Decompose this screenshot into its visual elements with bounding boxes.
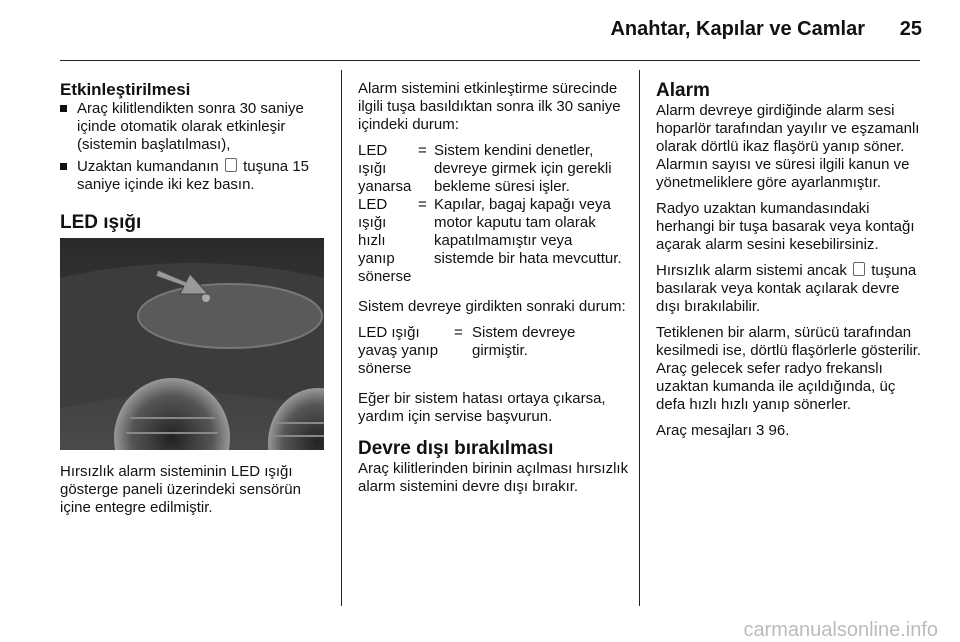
equals-sign: = [418, 142, 427, 159]
led-description: Kapılar, bagaj kapağı veya motor kaputu tam olarak kapatılmamıştır veya sistemde bir hata mevcuttur. [434, 196, 622, 267]
heading-alarm: Alarm [656, 80, 710, 101]
table-row [358, 324, 630, 378]
led-state: LED ışığı hızlı yanıp sönerse [358, 196, 412, 285]
page-header-title: Anahtar, Kapılar ve Camlar [610, 18, 865, 40]
photo-caption: Hırsızlık alarm sisteminin LED ışığı gösterge paneli üzerindeki sensörün içine entegre edilmiştir. [60, 463, 301, 516]
page-number: 25 [899, 18, 922, 40]
column-1 [60, 80, 332, 234]
dashboard-led-photo [60, 238, 324, 450]
after-activation-text: Sistem devreye girdikten sonraki durum: [358, 298, 626, 315]
equals-sign: = [454, 324, 463, 341]
heading-activation: Etkinleştirilmesi [60, 80, 191, 99]
page-ref-icon: 3 [756, 422, 765, 439]
bullet-square-icon [60, 105, 67, 112]
alarm-paragraph-1: Alarm devreye girdiğinde alarm sesi hoparlör tarafından yayılır ve eşzamanlı olarak dörtlü ikaz flaşörü yanıp söner. Alarmın sayısı ve süresi ilgili kanun ve yönetmeliklere göre ayarlanmıştır. [656, 102, 920, 191]
bullet-item [60, 100, 332, 154]
led-state: LED ışığı yanarsa [358, 142, 412, 195]
column-2 [358, 80, 630, 504]
alarm-paragraph-3-start: Hırsızlık alarm sistemi ancak [656, 262, 847, 279]
heading-led: LED ışığı [60, 212, 142, 233]
led-state-table-2 [358, 324, 630, 378]
bullet-item [60, 158, 332, 194]
led-state: LED ışığı yavaş yanıp sönerse [358, 324, 439, 377]
column-divider-2 [639, 70, 640, 606]
alarm-paragraph-2: Radyo uzaktan kumandasındaki herhangi bir tuşa basarak veya kontağı açarak alarm sesini kesebilirsiniz. [656, 200, 915, 253]
error-text: Eğer bir sistem hatası ortaya çıkarsa, yardım için servise başvurun. [358, 390, 606, 425]
alarm-paragraph-3-end: tuşuna basılarak veya kontak açılarak devre dışı bırakılabilir. [656, 262, 917, 315]
heading-deactivate: Devre dışı bırakılması [358, 438, 554, 459]
bullet-text: Araç kilitlendikten sonra 30 saniye içinde otomatik olarak etkinleşir (sistemin başlatılması), [77, 100, 304, 153]
watermark: carmanualsonline.info [743, 619, 938, 641]
equals-sign: = [418, 196, 427, 213]
bullet-text: Uzaktan kumandanın [77, 158, 219, 175]
lock-key-icon [225, 158, 237, 172]
deactivate-text: Araç kilitlerinden birinin açılması hırsızlık alarm sistemini devre dışı bırakır. [358, 460, 629, 495]
vehicle-messages-ref [656, 422, 924, 440]
led-state-table [358, 142, 630, 286]
led-description: Sistem devreye girmiştir. [472, 324, 576, 359]
alarm-paragraph-4: Tetiklenen bir alarm, sürücü tarafından kesilmedi ise, dörtlü flaşörlerle gösterilir. Araç gelecek sefer radyo frekanslı uzaktan kumanda ile açıldığında, üç defa hızlı hızlı yanıp sönerler. [656, 324, 922, 413]
vehicle-messages-label: Araç mesajları [656, 422, 752, 439]
column-divider-1 [341, 70, 342, 606]
bullet-text: tuşuna 15 saniye içinde iki kez basın. [77, 158, 309, 193]
led-description: Sistem kendini denetler, devreye girmek için gerekli bekleme süresi işler. [434, 142, 612, 195]
table-row [358, 142, 630, 196]
page-ref-number: 96. [768, 422, 790, 439]
intro-text: Alarm sistemini etkinleştirme sürecinde ilgili tuşa basıldıktan sonra ilk 30 saniye içindeki durum: [358, 80, 621, 133]
alarm-paragraph-3 [656, 262, 924, 316]
unlock-key-icon [853, 262, 865, 276]
bullet-square-icon [60, 163, 67, 170]
table-row [358, 196, 630, 286]
header-divider [60, 60, 920, 61]
column-3 [656, 80, 924, 448]
